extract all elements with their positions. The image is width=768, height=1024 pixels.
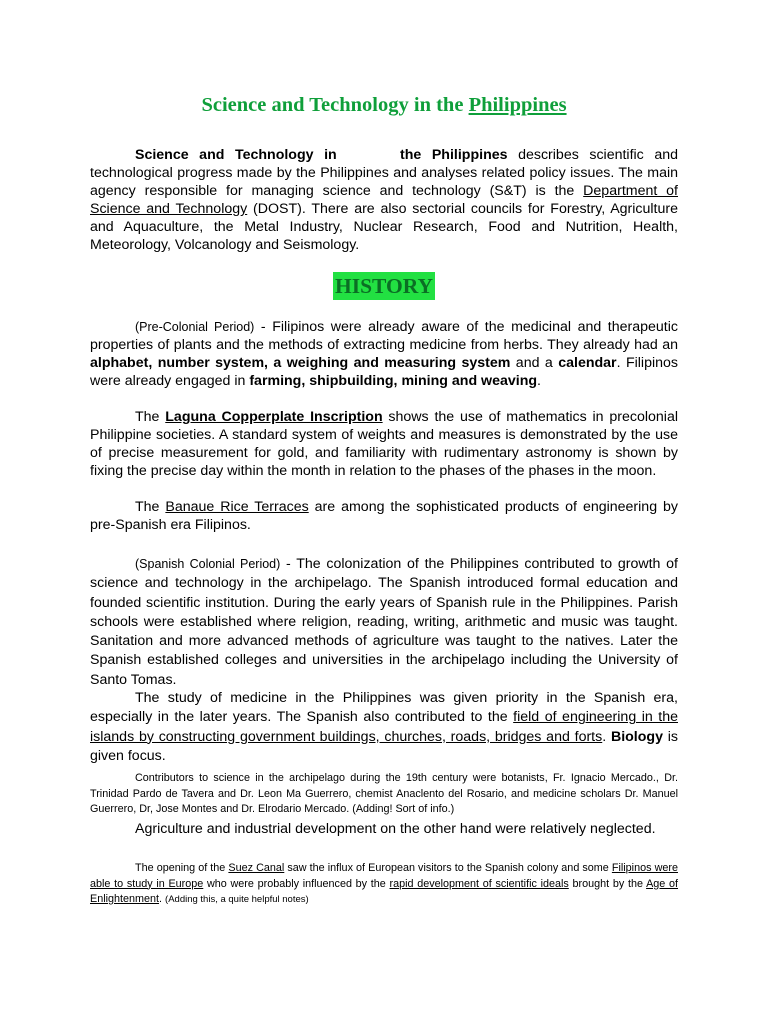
laguna-copperplate-link[interactable]: Laguna Copperplate Inscription (165, 409, 383, 425)
spanish-paragraph (90, 555, 678, 690)
age-of-enlightenment-link[interactable]: Age of Enlightenment (90, 877, 679, 905)
spanish-text: - The colonization of the Philippines contributed to growth of science and technology in the archipelago. The Spanish introduced formal education and founded scientific institution. During the early years of Spanish rule in the Philippines. Parish schools were established where religion, reading, writing, arithmetic and music was taught. Sanitation and more advanced methods of agriculture was taught to the natives. Later the Spanish established colleges and universities in the archipelago including the University of Santo Tomas. (90, 556, 678, 688)
biology-bold: Biology (610, 728, 663, 745)
scientific-ideals-link[interactable]: rapid development of scientific ideals (389, 877, 569, 890)
suez-canal-link[interactable]: Suez Canal (228, 862, 285, 874)
intro-text-1: describes scientific and technological progress made by the Philippines and analyses related policy issues. The main agency responsible for managing science and technology (S&T) is the (90, 147, 678, 199)
precolonial-period-label: (Pre-Colonial Period) (135, 320, 255, 334)
banaue-rice-terraces-link[interactable]: Banaue Rice Terraces (165, 499, 309, 515)
title-philippines-link[interactable]: Philippines (468, 94, 567, 116)
banaue-paragraph (90, 498, 678, 534)
title-prefix: Science and Technology in the (201, 94, 469, 116)
contributors-note: (Adding! Sort of info.) (349, 803, 455, 815)
contributors-paragraph (90, 771, 678, 818)
laguna-paragraph (90, 408, 678, 480)
study-in-europe-link[interactable]: Filipinos were able to study in Europe (90, 862, 678, 890)
page-title (0, 94, 768, 117)
suez-text-4: brought by the (568, 877, 647, 890)
agriculture-text: Agriculture and industrial development on the other hand were relatively neglected. (135, 821, 656, 837)
medicine-text-2: . (602, 728, 611, 745)
precolonial-paragraph (90, 318, 678, 390)
precolonial-text-4: . (537, 373, 541, 389)
agriculture-paragraph (90, 820, 678, 838)
precolonial-text-2: and a (510, 355, 559, 371)
suez-text-3: who were probably influenced by the (203, 877, 390, 890)
suez-paragraph (90, 861, 678, 908)
history-heading-wrap (0, 272, 768, 300)
banaue-text-pre: The (135, 499, 166, 515)
intro-paragraph (90, 146, 678, 254)
suez-text-1: The opening of the (135, 862, 229, 874)
laguna-text-pre: The (135, 409, 166, 425)
medicine-text-1: The study of medicine in the Philippines was given priority in the Spanish era, especially in the later years. The Spanish also contributed to the (90, 690, 678, 726)
laguna-text: shows the use of mathematics in precolonial Philippine societies. A standard system of weights and measures is demonstrated by the use of precise measurement for gold, and familiarity with rudimentary astronomy is shown by fixing the precise day within the month in relation to the phases of the phases in the moon. (90, 409, 679, 479)
precolonial-bold-2: calendar (558, 355, 617, 371)
engineering-link[interactable]: field of engineering in the islands by constructing government buildings, churches, roads, bridges and forts (90, 709, 678, 745)
intro-bold-lead: Science and Technology in the Philippines (135, 147, 508, 163)
spanish-period-label: (Spanish Colonial Period) (135, 557, 281, 571)
intro-text-2: (DOST). There are also sectorial councils for Forestry, Agriculture and Aquaculture, the Metal Industry, Nuclear Research, Food and Nutrition, Health, Meteorology, Volcanology and Seismology. (90, 201, 679, 253)
medicine-text-3: is given focus. (90, 728, 679, 764)
dost-link[interactable]: Department of Science and Technology (90, 183, 678, 217)
banaue-text: are among the sophisticated products of engineering by pre-Spanish era Filipinos. (90, 499, 679, 533)
history-heading: HISTORY (334, 274, 434, 298)
suez-text-5: . (159, 893, 166, 905)
precolonial-text-3: . Filipinos were already engaged in (90, 355, 678, 389)
precolonial-text-1: - Filipinos were already aware of the medicinal and therapeutic properties of plants and the methods of extracting medicine from herbs. They already had an (90, 319, 678, 353)
suez-note: (Adding this, a quite helpful notes) (165, 894, 309, 905)
medicine-paragraph (90, 689, 678, 766)
suez-text-2: saw the influx of European visitors to the Spanish colony and some (284, 862, 612, 874)
contributors-text: Contributors to science in the archipelago during the 19th century were botanists, Fr. Ignacio Mercado., Dr. Trinidad Pardo de Tavera and Dr. Leon Ma Guerrero, chemist Anaclento del Rosario, and medicine scholars Dr. Manuel Guerrero, Dr, Jose Montes and Dr. Elrodario Mercado. (90, 772, 678, 815)
precolonial-bold-1: alphabet, number system, a weighing and measuring system (90, 355, 511, 371)
precolonial-bold-3: farming, shipbuilding, mining and weaving (249, 373, 538, 389)
